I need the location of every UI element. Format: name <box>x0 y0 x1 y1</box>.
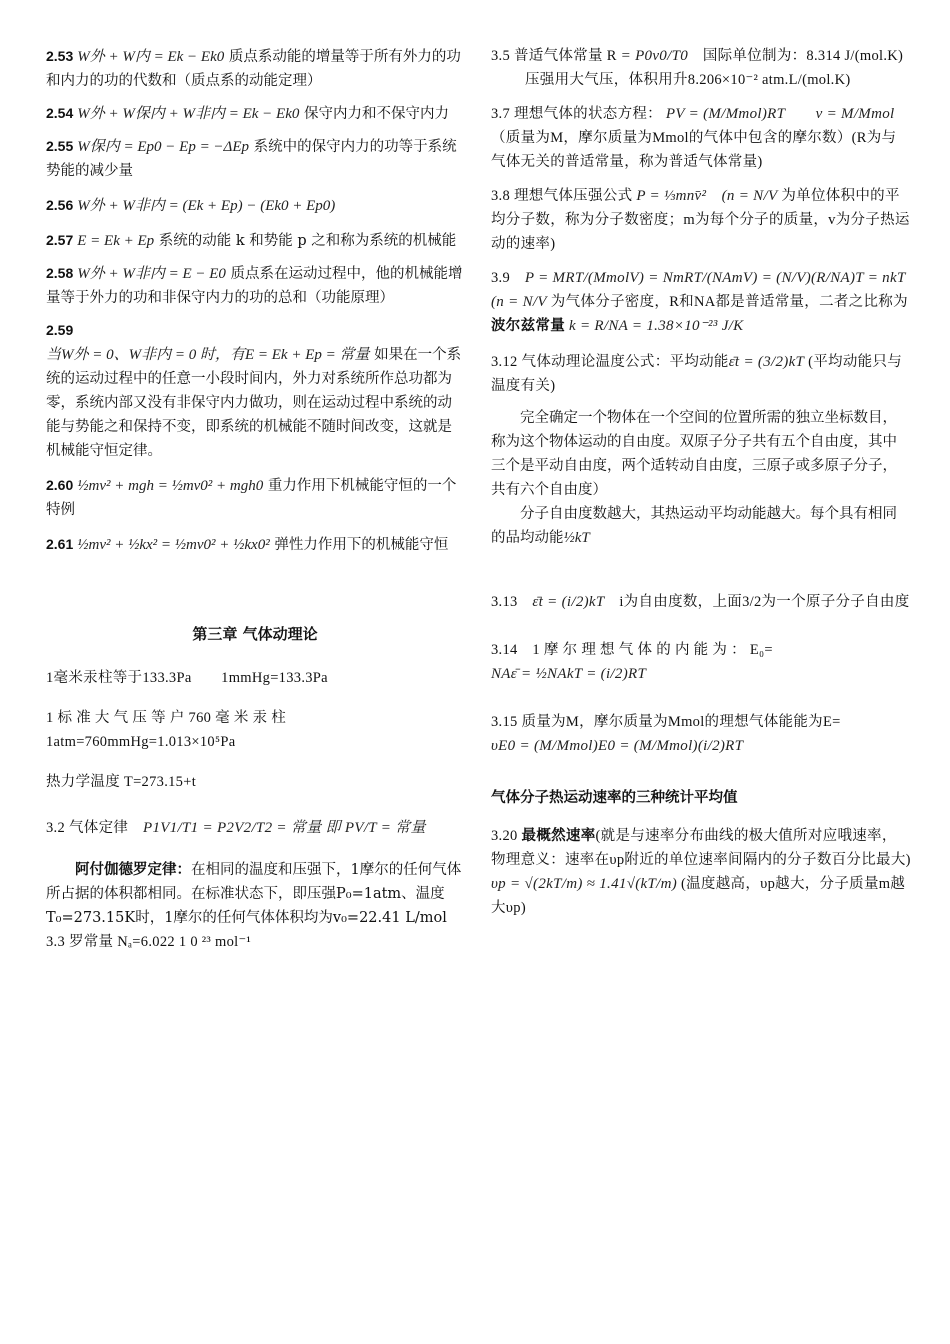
eq-2-57: 2.57 E = Ek + Ep 系统的动能 k 和势能 p 之和称为系统的机械能 <box>46 232 457 249</box>
temp-line: 热力学温度 T=273.15+t <box>46 774 197 790</box>
eq-3-14: 3.14 1 摩 尔 理 想 气 体 的 内 能 为 ： E₀= NAε̄ = ½NAkT = (i/2)RT <box>491 642 773 682</box>
eq-3-13: 3.13 ε̄t = (i/2)kT i为自由度数，上面3/2为一个原子分子自由度 <box>491 594 910 610</box>
eq-3-12: 3.12 气体动理论温度公式：平均动能ε̄t = (3/2)kT (平均动能只与温度有关) <box>491 354 903 394</box>
eq-2-61: 2.61 ½mv² + ½kx² = ½mv0² + ½kx0² 弹性力作用下的机械能守恒 <box>46 536 449 553</box>
freedom-paragraph-2: 分子自由度数越大，其热运动平均动能越大。每个具有相同的品均动能½kT <box>491 506 897 546</box>
left-column <box>46 44 464 954</box>
eq-3-5: 3.5 普适气体常量 R = P0v0/T0 国际单位制为：8.314 J/(mol.K) <box>491 48 904 64</box>
chapter-title: 第三章 气体动理论 <box>192 625 318 643</box>
eq-3-8: 3.8 理想气体压强公式 P = ⅓mnv̄² (n = N/V 为单位体积中的平均分子数，称为分子数密度；m为每个分子的质量，v为分子热运动的速率) <box>491 188 910 252</box>
freedom-paragraph: 完全确定一个物体在一个空间的位置所需的独立坐标数目，称为这个物体运动的自由度。双原子分子共有五个自由度，其中三个是平动自由度，两个适转动自由度，三原子或多原子分子，共有六个自由度） <box>491 410 897 498</box>
eq-2-54: 2.54 W外 + W保内 + W非内 = Ek − Ek0 保守内力和不保守内力 <box>46 105 449 122</box>
eq-3-15: 3.15 质量为M，摩尔质量为Mmol的理想气体能能为E= υE0 = (M/Mmol)E0 = (M/Mmol)(i/2)RT <box>491 714 841 754</box>
eq-2-55: 2.55 W保内 = Ep0 − Ep = −ΔEp 系统中的保守内力的功等于系统势能的减少量 <box>46 138 457 179</box>
eq-3-7: 3.7 理想气体的状态方程： PV = (M/Mmol)RT v = M/Mmol （质量为M，摩尔质量为Mmol的气体中包含的摩尔数）(R为与气体无关的普适常量，称为普适气体常量) <box>491 106 897 170</box>
right-column <box>491 44 921 920</box>
eq-3-5-atm: 压强用大气压，体积用升8.206×10⁻² atm.L/(mol.K) <box>525 72 851 88</box>
eq-2-56: 2.56 W外 + W非内 = (Ek + Ep) − (Ek0 + Ep0) <box>46 197 336 214</box>
eq-2-58: 2.58 W外 + W非内 = E − E0 质点系在运动过程中，他的机械能增量等于外力的功和非保守内力的功的总和（功能原理） <box>46 265 463 306</box>
eq-2-59: 2.59 当W外 = 0、W非内 = 0 时，有E = Ek + Ep = 常量 如果在一个系统的运动过程中的任意一小段时间内，外力对系统所作总功都为零，系统内部又没有非保守内力做功，则在运动过程中系统的动能与势能之和保持不变，即系统的机械能不随时间改变，这就是机械能守恒定律。 <box>46 322 462 459</box>
eq-3-20: 3.20 最概然速率(就是与速率分布曲线的极大值所对应哦速率，物理意义：速率在υp附近的单位速率间隔内的分子数百分比最大) υp = √(2kT/m) ≈ 1.41√(kT/m) (温度越高，υp越大，分子质量m越大υp) <box>491 828 911 916</box>
mmhg-line: 1毫米汞柱等于133.3Pa 1mmHg=133.3Pa <box>46 670 328 686</box>
eq-2-60: 2.60 ½mv² + mgh = ½mv0² + mgh0 重力作用下机械能守恒的一个特例 <box>46 477 457 518</box>
eq-3-3: 3.3 罗常量 Nₐ=6.022 1 0 ²³ mol⁻¹ <box>46 934 252 950</box>
atm-line: 1 标 准 大 气 压 等 户 760 毫 米 汞 柱 1atm=760mmHg=1.013×10⁵Pa <box>46 710 287 750</box>
avogadro-law: 阿付伽德罗定律：在相同的温度和压强下，1摩尔的任何气体所占据的体积都相同。在标准状态下，即压强P₀=1atm、温度T₀=273.15K时，1摩尔的任何气体体积均为v₀=22.41 L/mol <box>46 861 462 926</box>
section-title: 气体分子热运动速率的三种统计平均值 <box>491 790 738 806</box>
eq-2-53: 2.53 W外 + W内 = Ek − Ek0 质点系动能的增量等于所有外力的功和内力的功的代数和（质点系的动能定理） <box>46 48 461 89</box>
eq-3-2: 3.2 气体定律 P1V1/T1 = P2V2/T2 = 常量 即 PV/T = 常量 <box>46 820 426 836</box>
eq-3-9: 3.9 P = MRT/(MmolV) = NmRT/(NAmV) = (N/V)(R/NA)T = nkT (n = N/V 为气体分子密度，R和NA都是普适常量，二者之比称为波尔兹常量 k = R/NA = 1.38×10⁻²³ J/K <box>491 270 921 334</box>
